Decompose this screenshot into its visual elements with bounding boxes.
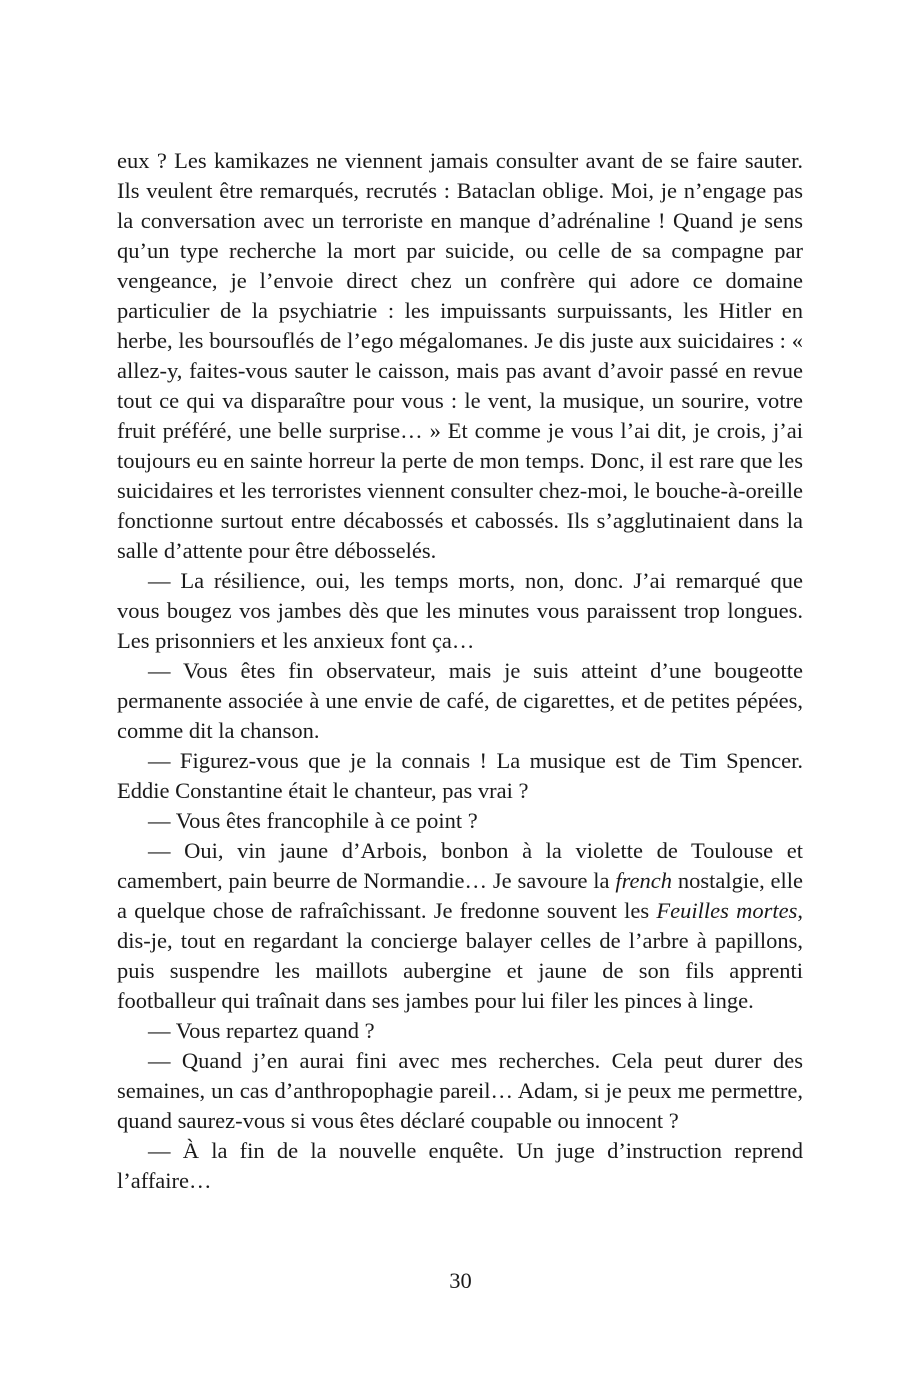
text-run: — Oui, vin jaune d’Arbois, bonbon à la violette de Toulouse et camembert, pain beurre de Normandie… Je savoure la	[117, 838, 803, 893]
text-run: , dis-je, tout en regardant la concierge balayer celles de l’arbre à papillons, puis suspendre les maillots aubergine et jaune de son fils apprenti footballeur qui traînait dans ses jambes pour lui filer les pinces à linge.	[117, 898, 803, 1013]
text-run: — À la fin de la nouvelle enquête. Un juge d’instruction reprend l’affaire…	[117, 1138, 803, 1193]
text-run: — Vous repartez quand ?	[148, 1018, 375, 1043]
page-number: 30	[449, 1268, 472, 1293]
text-run: nostalgie, elle a quelque chose de rafraîchissant. Je fredonne souvent les	[117, 868, 803, 923]
paragraph	[117, 1016, 803, 1046]
italic-text: Feuilles mortes	[656, 898, 798, 923]
text-run: — Vous êtes fin observateur, mais je suis atteint d’une bougeotte permanente associée à une envie de café, de cigarettes, et de petites pépées, comme dit la chanson.	[117, 658, 803, 743]
italic-text: french	[615, 868, 672, 893]
text-run: — La résilience, oui, les temps morts, non, donc. J’ai remarqué que vous bougez vos jambes dès que les minutes vous paraissent trop longues. Les prisonniers et les anxieux font ça…	[117, 568, 803, 653]
text-run: eux ? Les kamikazes ne viennent jamais consulter avant de se faire sauter. Ils veulent être remarqués, recrutés : Bataclan oblige. Moi, je n’engage pas la conversation avec un terroriste en manque d’adrénaline ! Quand je sens qu’un type recherche la mort par suicide, ou celle de sa compagne par vengeance, je l’envoie direct chez un confrère qui adore ce domaine particulier de la psychiatrie : les impuissants surpuissants, les Hitler en herbe, les boursouflés de l’ego mégalomanes. Je dis juste aux suicidaires : « allez-y, faites-vous sauter le caisson, mais pas avant d’avoir passé en revue tout ce qui va disparaître pour vous : le vent, la musique, un sourire, votre fruit préféré, une belle surprise… » Et comme je vous l’ai dit, je crois, j’ai toujours eu en sainte horreur la perte de mon temps. Donc, il est rare que les suicidaires et les terroristes viennent consulter chez-moi, le bouche-à-oreille fonctionne surtout entre décabossés et cabossés. Ils s’agglutinaient dans la salle d’attente pour être débosselés.	[117, 148, 803, 563]
paragraph	[117, 1046, 803, 1136]
text-run: — Quand j’en aurai fini avec mes recherches. Cela peut durer des semaines, un cas d’anthropophagie pareil… Adam, si je peux me permettre, quand saurez-vous si vous êtes déclaré coupable ou innocent ?	[117, 1048, 803, 1133]
text-run: — Vous êtes francophile à ce point ?	[148, 808, 478, 833]
paragraph	[117, 806, 803, 836]
paragraph	[117, 146, 803, 566]
text-run: — Figurez-vous que je la connais ! La musique est de Tim Spencer. Eddie Constantine était le chanteur, pas vrai ?	[117, 748, 803, 803]
paragraph	[117, 746, 803, 806]
paragraph	[117, 1136, 803, 1196]
paragraph	[117, 566, 803, 656]
paragraph	[117, 836, 803, 1016]
paragraph	[117, 656, 803, 746]
body-text	[117, 146, 803, 1196]
